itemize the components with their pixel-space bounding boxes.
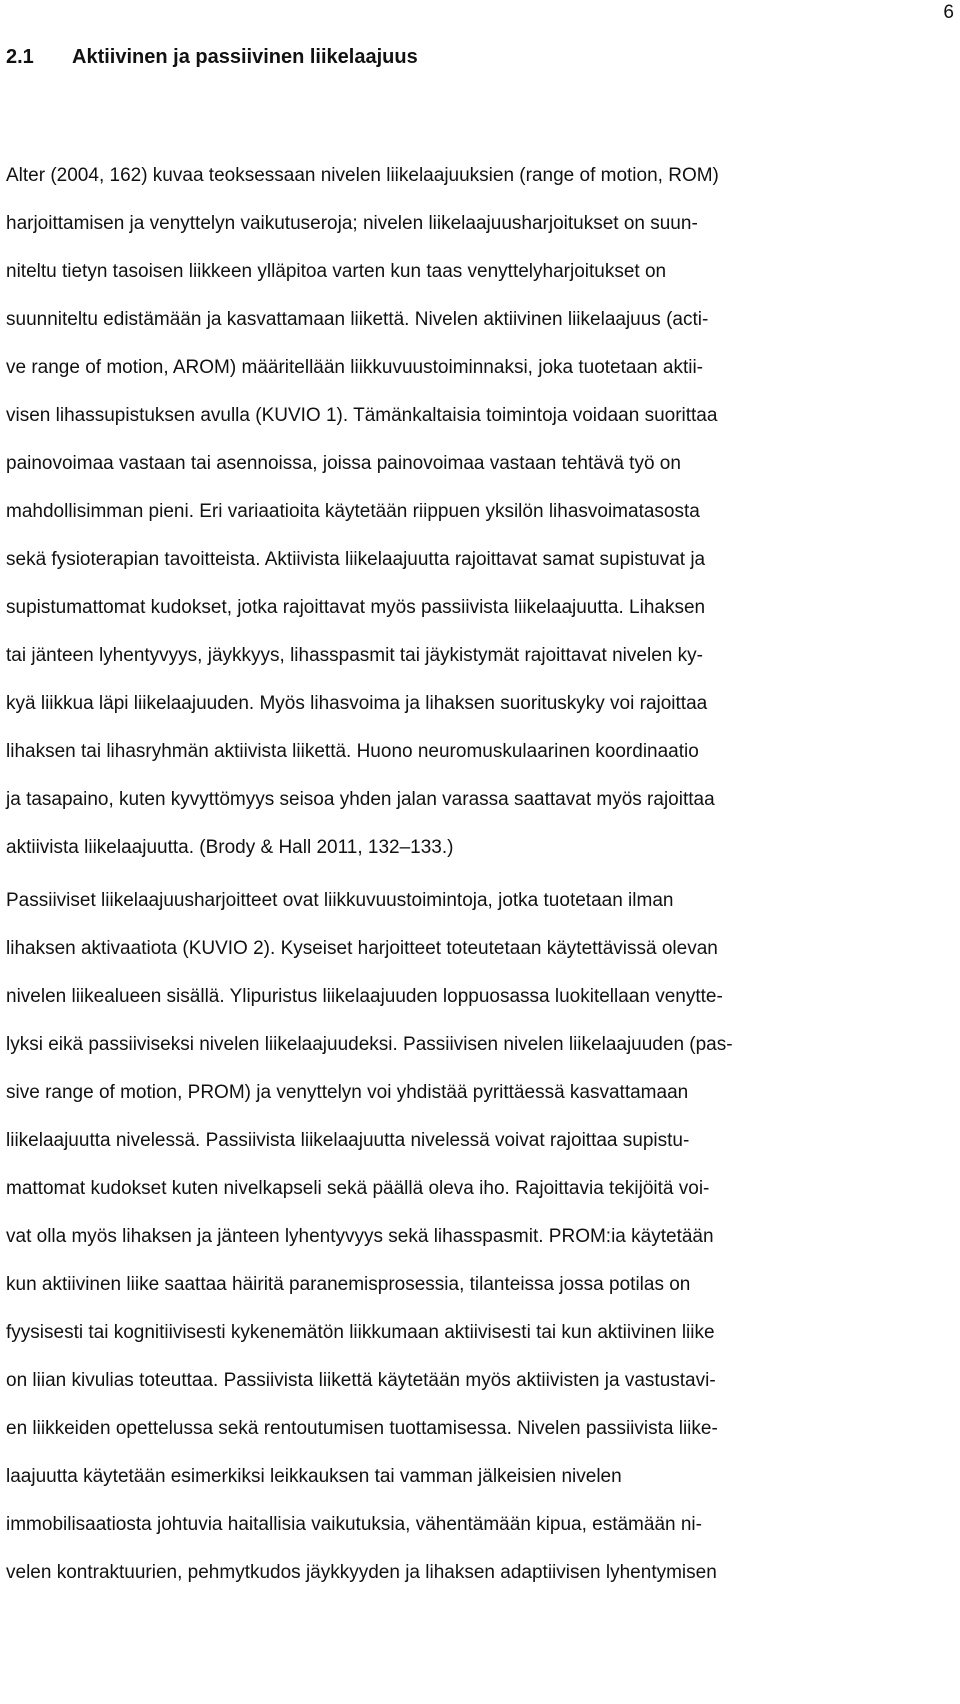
paragraph-line: visen lihassupistuksen avulla (KUVIO 1). Tämänkaltaisia toimintoja voidaan suorittaa	[6, 405, 718, 426]
paragraph-line: lihaksen aktivaatiota (KUVIO 2). Kyseiset harjoitteet toteutetaan käytettävissä olevan	[6, 938, 718, 959]
paragraph-line: ve range of motion, AROM) määritellään liikkuvuustoiminnaksi, joka tuotetaan aktii-	[6, 357, 703, 378]
paragraph-line: Passiiviset liikelaajuusharjoitteet ovat liikkuvuustoimintoja, jotka tuotetaan ilman	[6, 890, 674, 911]
paragraph-line: liikelaajuutta nivelessä. Passiivista liikelaajuutta nivelessä voivat rajoittaa supistu-	[6, 1130, 690, 1151]
paragraph-line: suunniteltu edistämään ja kasvattamaan liikettä. Nivelen aktiivinen liikelaajuus (acti-	[6, 309, 709, 330]
paragraph-line: ja tasapaino, kuten kyvyttömyys seisoa yhden jalan varassa saattavat myös rajoittaa	[6, 789, 715, 810]
paragraph-line: on liian kivulias toteuttaa. Passiivista liikettä käytetään myös aktiivisten ja vastustavi-	[6, 1370, 716, 1391]
paragraph-line: vat olla myös lihaksen ja jänteen lyhentyvyys sekä lihasspasmit. PROM:ia käytetään	[6, 1226, 714, 1247]
paragraph-line: kyä liikkua läpi liikelaajuuden. Myös lihasvoima ja lihaksen suorituskyky voi rajoittaa	[6, 693, 708, 714]
paragraph-line: kun aktiivinen liike saattaa häiritä paranemisprosessia, tilanteissa jossa potilas on	[6, 1274, 691, 1295]
section-number: 2.1	[6, 46, 34, 68]
paragraph-line: nivelen liikealueen sisällä. Ylipuristus liikelaajuuden loppuosassa luokitellaan venytte-	[6, 986, 723, 1007]
paragraph-line: immobilisaatiosta johtuvia haitallisia vaikutuksia, vähentämään kipua, estämään ni-	[6, 1514, 702, 1535]
paragraph-line: sekä fysioterapian tavoitteista. Aktiivista liikelaajuutta rajoittavat samat supistuvat ja	[6, 549, 706, 570]
paragraph-line: Alter (2004, 162) kuvaa teoksessaan nivelen liikelaajuuksien (range of motion, ROM)	[6, 165, 719, 186]
paragraph-line: niteltu tietyn tasoisen liikkeen ylläpitoa varten kun taas venyttelyharjoitukset on	[6, 261, 667, 282]
paragraph-line: aktiivista liikelaajuutta. (Brody & Hall 2011, 132–133.)	[6, 837, 454, 858]
paragraph-line: sive range of motion, PROM) ja venyttelyn voi yhdistää pyrittäessä kasvattamaan	[6, 1082, 689, 1103]
paragraph-line: lihaksen tai lihasryhmän aktiivista liikettä. Huono neuromuskulaarinen koordinaatio	[6, 741, 699, 762]
paragraph-line: tai jänteen lyhentyvyys, jäykkyys, lihasspasmit tai jäykistymät rajoittavat nivelen ky-	[6, 645, 703, 666]
paragraph-line: fyysisesti tai kognitiivisesti kykenemätön liikkumaan aktiivisesti tai kun aktiivinen liike	[6, 1322, 715, 1343]
paragraph-passive-range-of-motion	[6, 877, 733, 1597]
paragraph-line: harjoittamisen ja venyttelyn vaikutuseroja; nivelen liikelaajuusharjoitukset on suun-	[6, 213, 698, 234]
paragraph-active-range-of-motion	[6, 152, 719, 872]
paragraph-line: lyksi eikä passiiviseksi nivelen liikelaajuudeksi. Passiivisen nivelen liikelaajuuden (pas-	[6, 1034, 733, 1055]
paragraph-line: painovoimaa vastaan tai asennoissa, joissa painovoimaa vastaan tehtävä työ on	[6, 453, 681, 474]
paragraph-line: mahdollisimman pieni. Eri variaatioita käytetään riippuen yksilön lihasvoimatasosta	[6, 501, 700, 522]
section-title: Aktiivinen ja passiivinen liikelaajuus	[72, 46, 418, 68]
section-heading	[6, 44, 418, 70]
paragraph-line: mattomat kudokset kuten nivelkapseli sekä päällä oleva iho. Rajoittavia tekijöitä voi-	[6, 1178, 710, 1199]
page-number: 6	[943, 2, 954, 23]
paragraph-line: laajuutta käytetään esimerkiksi leikkauksen tai vamman jälkeisien nivelen	[6, 1466, 622, 1487]
paragraph-line: supistumattomat kudokset, jotka rajoittavat myös passiivista liikelaajuutta. Lihaksen	[6, 597, 706, 618]
paragraph-line: velen kontraktuurien, pehmytkudos jäykkyyden ja lihaksen adaptiivisen lyhentymisen	[6, 1562, 717, 1583]
paragraph-line: en liikkeiden opettelussa sekä rentoutumisen tuottamisessa. Nivelen passiivista liike-	[6, 1418, 718, 1439]
